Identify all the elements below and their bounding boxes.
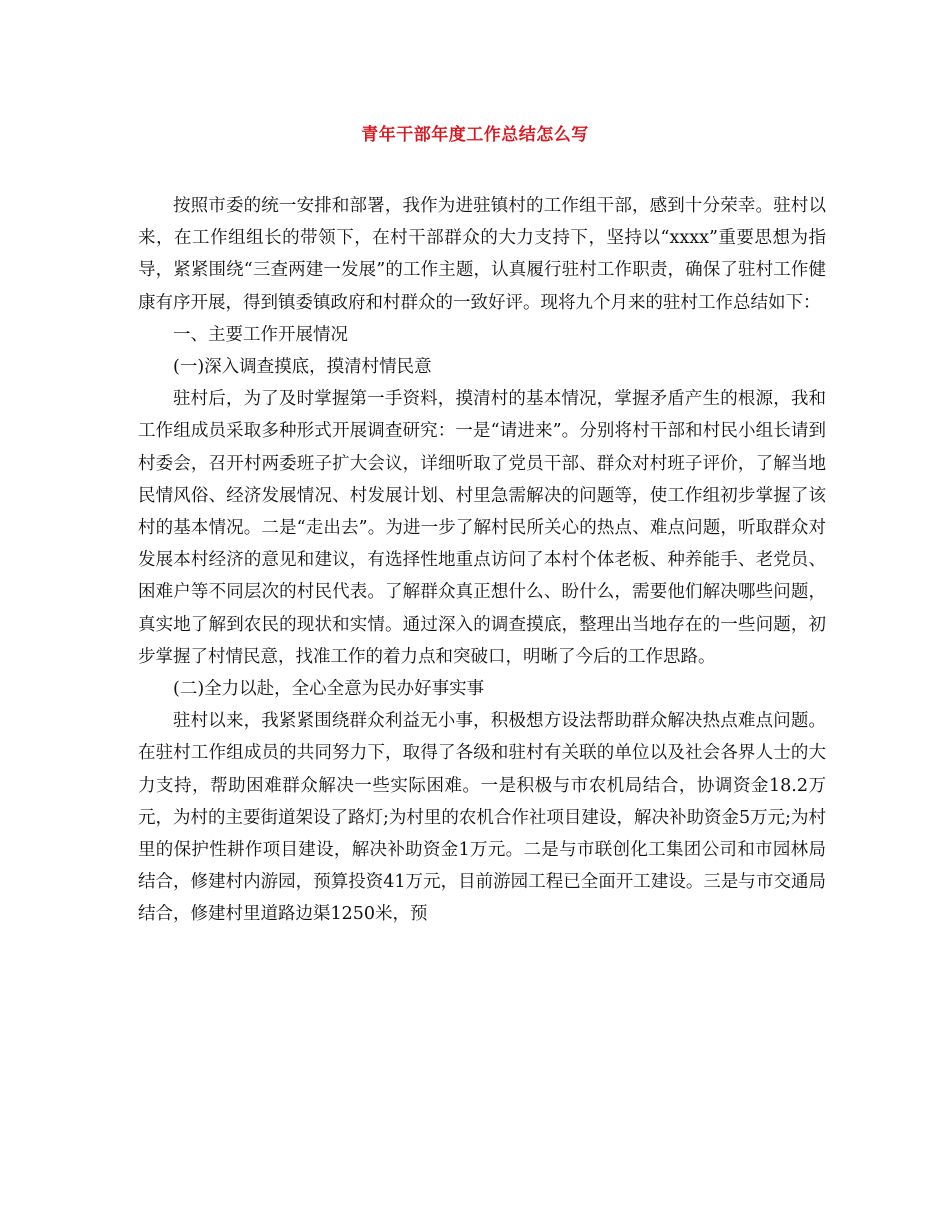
paragraph-intro: 按照市委的统一安排和部署，我作为进驻镇村的工作组干部，感到十分荣幸。驻村以来，在工作组组长的带领下，在村干部群众的大力支持下，坚持以“xxxx”重要思想为指导，紧紧围绕“三查两建一发展”的工作主题，认真履行驻村工作职责，确保了驻村工作健康有序开展，得到镇委镇政府和村群众的一致好评。现将九个月来的驻村工作总结如下： — [138, 196, 826, 313]
paragraph-survey: 驻村后，为了及时掌握第一手资料，摸清村的基本情况，掌握矛盾产生的根源，我和工作组成员采取多种形式开展调查研究：一是“请进来”。分别将村干部和村民小组长请到村委会，召开村两委班子扩大会议，详细听取了党员干部、群众对村班子评价，了解当地民情风俗、经济发展情况、村发展计划、村里急需解决的问题等，使工作组初步掌握了该村的基本情况。二是“走出去”。为进一步了解村民所关心的热点、难点问题，听取群众对发展本村经济的意见和建议，有选择性地重点访问了本村个体老板、种养能手、老党员、困难户等不同层次的村民代表。了解群众真正想什么、盼什么，需要他们解决哪些问题，真实地了解到农民的现状和实情。通过深入的调查摸底，整理出当地存在的一些问题，初步掌握了村情民意，找准工作的着力点和突破口，明晰了今后的工作思路。 — [138, 389, 826, 667]
subsection-heading-practical-work: (二)全力以赴，全心全意为民办好事实事 — [173, 679, 485, 700]
section-heading-main-work: 一、主要工作开展情况 — [173, 324, 348, 345]
subsection-heading-survey: (一)深入调查摸底，摸清村情民意 — [173, 357, 432, 378]
document-body — [138, 190, 826, 931]
document-title: 青年干部年度工作总结怎么写 — [361, 125, 589, 145]
paragraph-practical-work: 驻村以来，我紧紧围绕群众利益无小事，积极想方设法帮助群众解决热点难点问题。在驻村工作组成员的共同努力下，取得了各级和驻村有关联的单位以及社会各界人士的大力支持，帮助困难群众解决一些实际困难。一是积极与市农机局结合，协调资金18.2万元，为村的主要街道架设了路灯;为村里的农机合作社项目建设，解决补助资金5万元;为村里的保护性耕作项目建设，解决补助资金1万元。二是与市联创化工集团公司和市园林局结合，修建村内游园，预算投资41万元，目前游园工程已全面开工建设。三是与市交通局结合，修建村里道路边渠1250米，预 — [138, 711, 826, 925]
